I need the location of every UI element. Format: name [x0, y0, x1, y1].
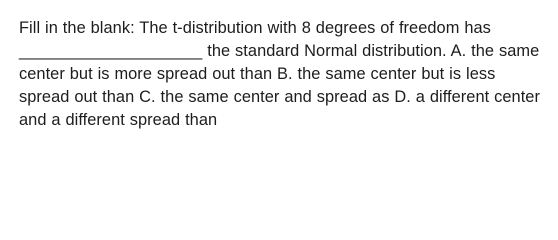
question-text: Fill in the blank: The t-distribution with 8 degrees of freedom has ____________________ the standard Normal distribution. A. the same center but is more spread out than B. the same center but is less spread out than C. the same center and spread as D. a different center and a different spread than: [19, 19, 540, 129]
